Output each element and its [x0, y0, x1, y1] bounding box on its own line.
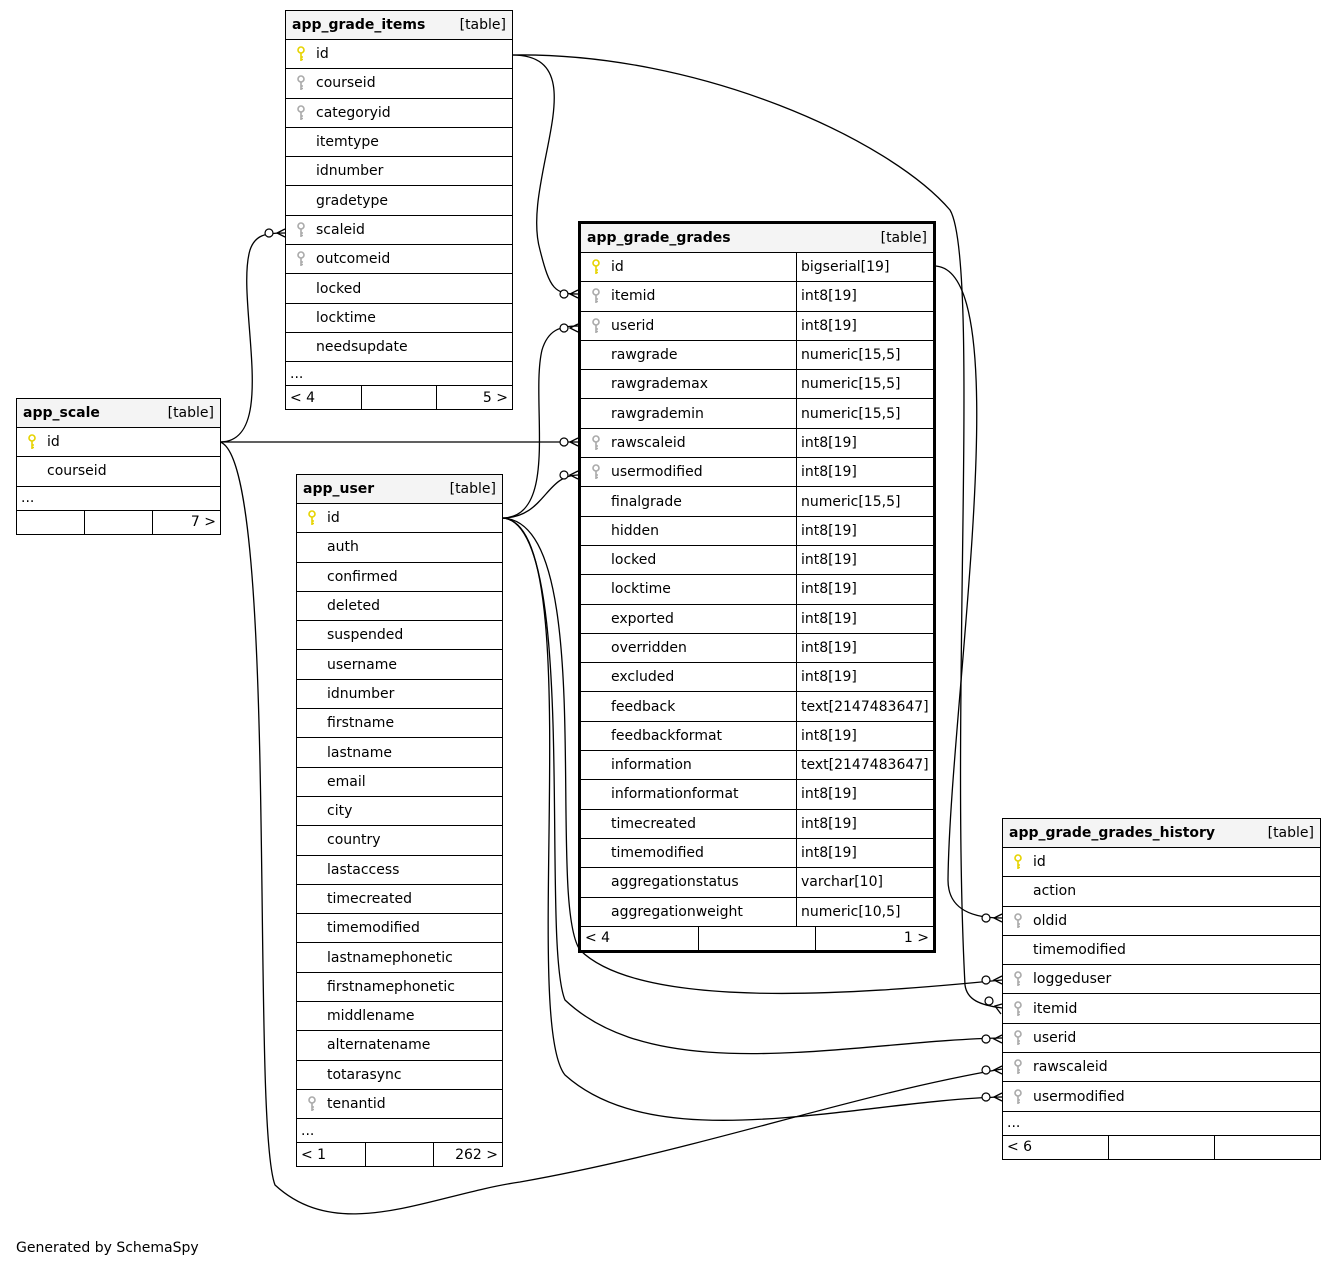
column-name: firstnamephonetic: [327, 978, 455, 995]
column-name: id: [47, 434, 60, 451]
footer-children[interactable]: 5 >: [482, 389, 509, 406]
column-row-totarasync[interactable]: [297, 1061, 502, 1090]
column-row-loggeduser[interactable]: [1003, 965, 1320, 994]
column-name: locktime: [316, 309, 376, 326]
column-name: feedbackformat: [611, 722, 797, 750]
footer-middle: [699, 927, 817, 950]
column-name: timemodified: [1033, 942, 1126, 959]
footer-children[interactable]: [1215, 1136, 1320, 1159]
more-columns: ...: [286, 362, 512, 386]
column-type: int8[19]: [801, 669, 857, 686]
footer-parents[interactable]: < 1: [297, 1143, 366, 1166]
column-name: lastnamephonetic: [327, 949, 453, 966]
column-name: rawscaleid: [1033, 1059, 1108, 1076]
column-row-tenantid[interactable]: [297, 1090, 502, 1119]
table-name: app_scale: [23, 405, 100, 421]
column-type: int8[19]: [801, 464, 857, 481]
column-name: rawgrade: [611, 341, 797, 369]
column-row-courseid[interactable]: [17, 457, 220, 486]
column-name: totarasync: [327, 1066, 402, 1083]
table-header: [1003, 819, 1320, 848]
column-row-locktime[interactable]: [286, 304, 512, 333]
more-columns: ...: [1003, 1112, 1320, 1136]
column-row-usermodified[interactable]: [1003, 1082, 1320, 1111]
column-name: timemodified: [327, 920, 420, 937]
column-row-country[interactable]: [297, 826, 502, 855]
column-name: locktime: [611, 575, 797, 603]
table-kind: [table]: [167, 405, 214, 421]
foreign-key-icon: [1003, 913, 1033, 929]
column-name: locked: [611, 546, 797, 574]
foreign-key-icon: [286, 105, 316, 121]
table-name: app_grade_grades: [587, 230, 731, 246]
column-row-outcomeid[interactable]: [286, 245, 512, 274]
column-type: numeric[10,5]: [801, 903, 901, 920]
footer-middle: [1109, 1136, 1215, 1159]
column-name: usermodified: [1033, 1088, 1125, 1105]
table-footer: [297, 1143, 502, 1166]
footer-middle: [366, 1143, 435, 1166]
foreign-key-icon: [1003, 1001, 1033, 1017]
foreign-key-icon: [286, 75, 316, 91]
edge-items-grades: [512, 55, 578, 294]
table-app-grade-items[interactable]: [285, 10, 513, 410]
column-row-rawscaleid[interactable]: [581, 429, 933, 458]
column-type: text[2147483647]: [801, 757, 929, 774]
table-name: app_user: [303, 481, 375, 497]
column-type: int8[19]: [801, 727, 857, 744]
column-name: rawgrademax: [611, 370, 797, 398]
column-row-information[interactable]: [581, 751, 933, 780]
footer-parents[interactable]: < 4: [581, 927, 699, 950]
column-name: gradetype: [316, 192, 388, 209]
column-row-locked[interactable]: [581, 546, 933, 575]
column-name: aggregationweight: [611, 898, 797, 926]
column-row-courseid[interactable]: [286, 69, 512, 98]
column-row-hidden[interactable]: [581, 517, 933, 546]
column-row-finalgrade[interactable]: [581, 487, 933, 516]
edge-user-usermodified: [502, 475, 578, 518]
column-row-informationformat[interactable]: [581, 780, 933, 809]
primary-key-icon: [17, 434, 47, 450]
column-name: alternatename: [327, 1037, 431, 1054]
foreign-key-icon: [286, 251, 316, 267]
generated-by-label: Generated by SchemaSpy: [16, 1240, 199, 1256]
table-name: app_grade_grades_history: [1009, 825, 1216, 841]
column-name: confirmed: [327, 568, 398, 585]
column-row-aggregationweight[interactable]: [581, 898, 933, 927]
column-name: deleted: [327, 598, 380, 615]
column-row-categoryid[interactable]: [286, 99, 512, 128]
column-name: aggregationstatus: [611, 868, 797, 896]
column-name: action: [1033, 883, 1077, 900]
column-name: username: [327, 656, 397, 673]
column-row-middlename[interactable]: [297, 1002, 502, 1031]
column-name: lastaccess: [327, 861, 400, 878]
column-row-lastaccess[interactable]: [297, 856, 502, 885]
column-name: middlename: [327, 1008, 415, 1025]
column-type: int8[19]: [801, 845, 857, 862]
table-header: [297, 475, 502, 504]
column-name: finalgrade: [611, 487, 797, 515]
footer-children[interactable]: 1 >: [903, 930, 930, 947]
column-row-username[interactable]: [297, 650, 502, 679]
table-app-grade-grades-history[interactable]: [1002, 818, 1321, 1160]
column-row-timemodified[interactable]: [297, 914, 502, 943]
column-name: id: [1033, 854, 1046, 871]
table-footer: [581, 927, 933, 950]
column-row-suspended[interactable]: [297, 621, 502, 650]
footer-children[interactable]: 262 >: [455, 1146, 499, 1163]
primary-key-icon: [1003, 854, 1033, 870]
column-name: timecreated: [327, 891, 412, 907]
column-row-locktime[interactable]: [581, 575, 933, 604]
column-row-confirmed[interactable]: [297, 563, 502, 592]
column-name: country: [327, 832, 381, 849]
column-row-deleted[interactable]: [297, 592, 502, 621]
column-row-lastname[interactable]: [297, 738, 502, 767]
column-row-overridden[interactable]: [581, 634, 933, 663]
column-type: int8[19]: [801, 610, 857, 627]
column-row-userid[interactable]: [1003, 1024, 1320, 1053]
column-row-rawgrademax[interactable]: [581, 370, 933, 399]
column-name: usermodified: [611, 458, 797, 486]
column-name: id: [316, 46, 329, 63]
table-app-grade-grades[interactable]: [578, 221, 936, 953]
column-row-itemid[interactable]: [1003, 994, 1320, 1023]
column-name: scaleid: [316, 221, 365, 238]
column-name: lastname: [327, 744, 392, 761]
foreign-key-icon: [1003, 1059, 1033, 1075]
table-kind: [table]: [880, 230, 927, 246]
column-type: numeric[15,5]: [801, 376, 901, 393]
column-name: userid: [1033, 1029, 1077, 1046]
column-type: int8[19]: [801, 317, 857, 334]
column-name: firstname: [327, 715, 395, 732]
column-type: numeric[15,5]: [801, 493, 901, 510]
column-row-excluded[interactable]: [581, 663, 933, 692]
column-name: userid: [611, 312, 797, 340]
column-name: auth: [327, 539, 359, 556]
footer-parents[interactable]: < 4: [286, 386, 362, 409]
column-name: timecreated: [611, 810, 797, 838]
column-row-timecreated[interactable]: [297, 885, 502, 914]
footer-children[interactable]: 7 >: [190, 514, 216, 531]
foreign-key-icon: [581, 435, 611, 451]
column-name: itemtype: [316, 134, 379, 151]
column-row-firstname[interactable]: [297, 709, 502, 738]
column-name: rawscaleid: [611, 429, 797, 457]
table-footer: [17, 511, 220, 534]
column-row-feedbackformat[interactable]: [581, 722, 933, 751]
column-row-locked[interactable]: [286, 274, 512, 303]
column-row-aggregationstatus[interactable]: [581, 868, 933, 897]
table-header: [581, 224, 933, 253]
column-name: courseid: [47, 463, 107, 480]
column-name: timemodified: [611, 839, 797, 867]
column-row-city[interactable]: [297, 797, 502, 826]
column-row-rawgrade[interactable]: [581, 341, 933, 370]
column-row-feedback[interactable]: [581, 692, 933, 721]
column-type: int8[19]: [801, 522, 857, 539]
column-name: information: [611, 751, 797, 779]
column-row-rawscaleid[interactable]: [1003, 1053, 1320, 1082]
column-row-email[interactable]: [297, 768, 502, 797]
footer-parents[interactable]: [17, 511, 85, 534]
more-columns: ...: [17, 487, 220, 511]
column-row-itemtype[interactable]: [286, 128, 512, 157]
column-row-lastnamephonetic[interactable]: [297, 943, 502, 972]
column-type: int8[19]: [801, 288, 857, 305]
column-name: id: [327, 510, 340, 527]
column-row-timemodified[interactable]: [1003, 936, 1320, 965]
foreign-key-icon: [297, 1096, 327, 1112]
column-row-auth[interactable]: [297, 533, 502, 562]
column-name: courseid: [316, 75, 376, 92]
column-row-id[interactable]: [286, 40, 512, 69]
column-row-idnumber[interactable]: [286, 157, 512, 186]
edge-user-userid: [502, 326, 578, 518]
column-name: excluded: [611, 663, 797, 691]
column-name: exported: [611, 605, 797, 633]
column-name: needsupdate: [316, 339, 408, 356]
column-row-scaleid[interactable]: [286, 216, 512, 245]
column-name: suspended: [327, 627, 404, 644]
column-name: overridden: [611, 634, 797, 662]
column-row-rawgrademin[interactable]: [581, 399, 933, 428]
column-row-timecreated[interactable]: [581, 810, 933, 839]
column-type: numeric[15,5]: [801, 405, 901, 422]
column-name: outcomeid: [316, 251, 391, 268]
foreign-key-icon: [581, 288, 611, 304]
column-name: itemid: [1033, 1000, 1078, 1017]
column-name: rawgrademin: [611, 399, 797, 427]
edge-scale-items: [220, 233, 285, 442]
column-name: feedback: [611, 692, 797, 720]
column-row-firstnamephonetic[interactable]: [297, 973, 502, 1002]
column-type: int8[19]: [801, 815, 857, 832]
column-name: id: [611, 253, 797, 281]
column-name: loggeduser: [1033, 971, 1112, 988]
foreign-key-icon: [1003, 1089, 1033, 1105]
column-row-usermodified[interactable]: [581, 458, 933, 487]
column-name: categoryid: [316, 104, 391, 121]
column-row-id[interactable]: [581, 253, 933, 282]
column-row-userid[interactable]: [581, 312, 933, 341]
table-kind: [table]: [459, 17, 506, 33]
foreign-key-icon: [1003, 1030, 1033, 1046]
foreign-key-icon: [286, 222, 316, 238]
column-type: int8[19]: [801, 640, 857, 656]
table-name: app_grade_items: [292, 17, 426, 33]
foreign-key-icon: [1003, 971, 1033, 987]
column-name: hidden: [611, 517, 797, 545]
column-name: tenantid: [327, 1096, 386, 1113]
column-name: locked: [316, 280, 362, 297]
primary-key-icon: [581, 259, 611, 275]
column-row-itemid[interactable]: [581, 282, 933, 311]
column-row-action[interactable]: [1003, 877, 1320, 906]
table-kind: [table]: [449, 481, 496, 497]
table-app-user[interactable]: [296, 474, 503, 1167]
footer-parents[interactable]: < 6: [1003, 1136, 1109, 1159]
table-footer: [286, 386, 512, 409]
column-type: int8[19]: [801, 786, 857, 803]
column-type: int8[19]: [801, 581, 857, 598]
column-name: itemid: [611, 282, 797, 310]
column-name: oldid: [1033, 912, 1068, 929]
table-header: [17, 399, 220, 428]
column-type: int8[19]: [801, 552, 857, 569]
column-name: city: [327, 803, 353, 820]
more-columns: ...: [297, 1119, 502, 1143]
primary-key-icon: [297, 510, 327, 526]
column-type: varchar[10]: [801, 874, 883, 891]
footer-middle: [362, 386, 438, 409]
column-row-needsupdate[interactable]: [286, 333, 512, 362]
column-row-gradetype[interactable]: [286, 186, 512, 215]
column-row-id[interactable]: [1003, 848, 1320, 877]
column-type: bigserial[19]: [801, 259, 890, 276]
table-header: [286, 11, 512, 40]
table-app-scale[interactable]: [16, 398, 221, 535]
column-type: int8[19]: [801, 434, 857, 451]
edge-grades-history: [934, 266, 1002, 918]
foreign-key-icon: [581, 318, 611, 334]
column-row-alternatename[interactable]: [297, 1031, 502, 1060]
column-row-id[interactable]: [297, 504, 502, 533]
table-footer: [1003, 1136, 1320, 1159]
column-row-oldid[interactable]: [1003, 907, 1320, 936]
column-name: email: [327, 773, 366, 790]
column-row-idnumber[interactable]: [297, 680, 502, 709]
column-name: idnumber: [327, 685, 395, 702]
foreign-key-icon: [581, 464, 611, 480]
column-row-exported[interactable]: [581, 605, 933, 634]
column-type: numeric[15,5]: [801, 347, 901, 364]
primary-key-icon: [286, 46, 316, 62]
column-type: text[2147483647]: [801, 698, 929, 715]
column-row-id[interactable]: [17, 428, 220, 457]
column-name: informationformat: [611, 780, 797, 808]
column-row-timemodified[interactable]: [581, 839, 933, 868]
column-name: idnumber: [316, 163, 384, 180]
table-kind: [table]: [1267, 825, 1314, 841]
footer-middle: [85, 511, 153, 534]
